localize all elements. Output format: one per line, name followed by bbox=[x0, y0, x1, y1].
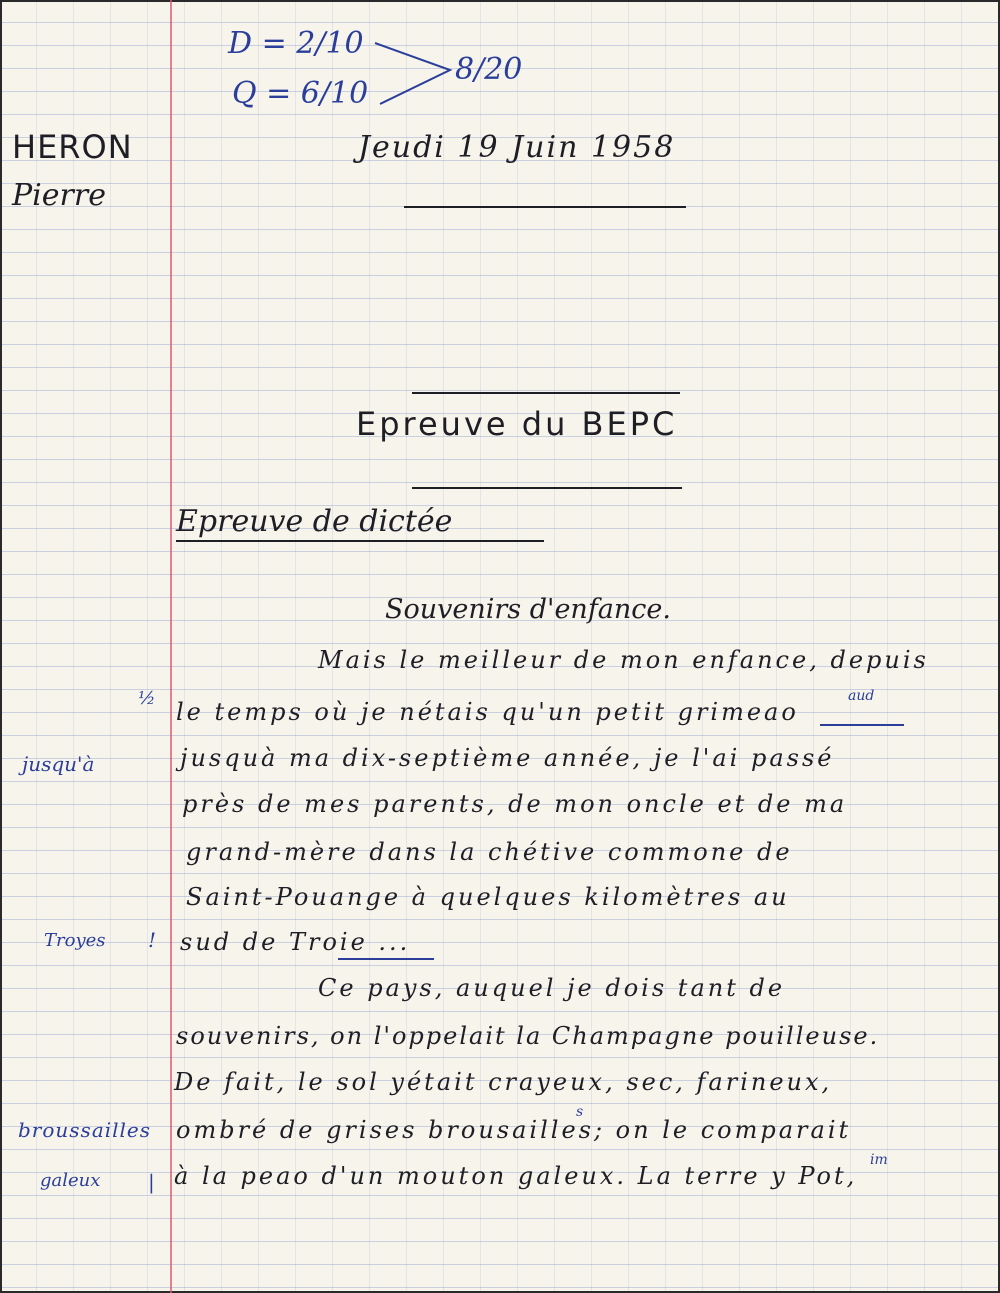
dictation-line-1: Mais le meilleur de mon enfance, depuis bbox=[318, 646, 929, 674]
dictation-line-6: Saint-Pouange à quelques kilomètres au bbox=[186, 883, 790, 911]
correction-grimaud: aud bbox=[848, 688, 875, 704]
grade-total: 8/20 bbox=[455, 52, 523, 87]
correction-broussailles: s bbox=[576, 1104, 584, 1120]
dictation-line-3: jusquà ma dix-septième année, je l'ai passé bbox=[180, 744, 835, 772]
dictation-line-2: le temps où je nétais qu'un petit grimeao bbox=[176, 698, 799, 726]
dictation-line-11: ombré de grises brousailles; on le comparait bbox=[176, 1116, 852, 1144]
date-underline bbox=[404, 206, 686, 208]
margin-line bbox=[170, 0, 172, 1293]
dictation-line-12: à la peao d'un mouton galeux. La terre y Pot, bbox=[174, 1162, 858, 1190]
text-title: Souvenirs d'enfance. bbox=[385, 594, 671, 625]
exam-title: Epreuve du BEPC bbox=[356, 405, 678, 443]
troie-underline bbox=[338, 958, 434, 960]
margin-mark-galeux: | bbox=[148, 1170, 155, 1194]
dictation-line-8: Ce pays, auquel je dois tant de bbox=[318, 974, 786, 1002]
grimeao-underline bbox=[820, 724, 904, 726]
dictation-line-9: souvenirs, on l'oppelait la Champagne pouilleuse. bbox=[176, 1022, 880, 1050]
student-first-name: Pierre bbox=[12, 178, 106, 213]
grade-dictee: D = 2/10 bbox=[228, 26, 364, 61]
margin-half-point: ½ bbox=[138, 688, 156, 709]
correction-pouit: im bbox=[870, 1152, 888, 1168]
title-rule-bottom bbox=[412, 487, 682, 489]
section-title: Epreuve de dictée bbox=[176, 504, 453, 539]
margin-note-broussailles: broussailles bbox=[18, 1118, 152, 1142]
student-last-name: HERON bbox=[12, 128, 133, 166]
margin-note-troyes: Troyes bbox=[44, 930, 106, 951]
margin-note-galeux: galeux bbox=[40, 1170, 101, 1191]
exam-date: Jeudi 19 Juin 1958 bbox=[358, 130, 676, 165]
margin-mark-troyes: ! bbox=[148, 928, 157, 952]
title-rule-top bbox=[412, 392, 680, 394]
margin-note-jusqua: jusqu'à bbox=[22, 752, 95, 776]
dictation-line-10: De fait, le sol yétait crayeux, sec, farineux, bbox=[174, 1068, 833, 1096]
grade-questions: Q = 6/10 bbox=[232, 76, 369, 111]
dictation-line-7: sud de Troie ... bbox=[180, 928, 411, 956]
dictation-line-5: grand-mère dans la chétive commone de bbox=[186, 838, 793, 866]
dictation-line-4: près de mes parents, de mon oncle et de ma bbox=[182, 790, 848, 818]
section-title-underline bbox=[176, 540, 544, 542]
